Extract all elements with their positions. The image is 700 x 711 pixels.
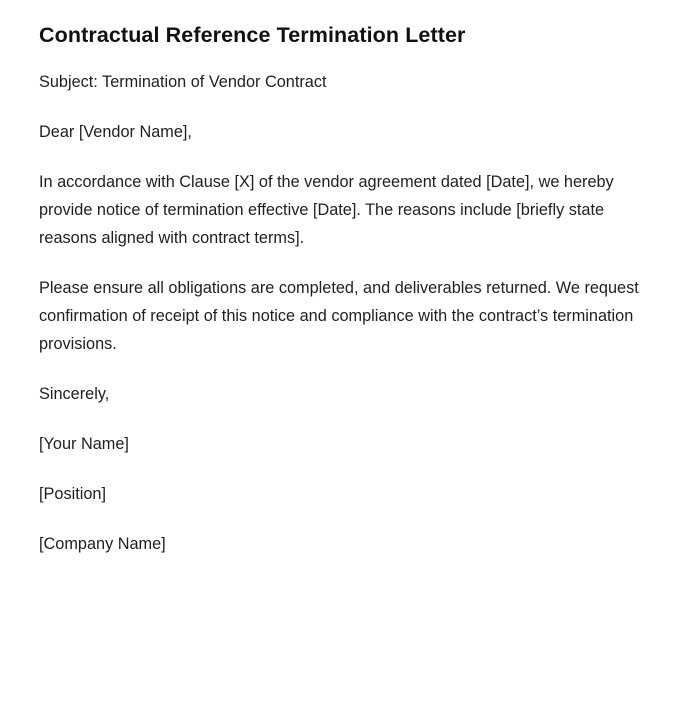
page-title: Contractual Reference Termination Letter — [39, 23, 466, 47]
closing: Sincerely, — [39, 385, 110, 404]
subject-line: Subject: Termination of Vendor Contract — [39, 72, 327, 91]
signature-name: [Your Name] — [39, 435, 129, 454]
body-paragraph-1: In accordance with Clause [X] of the vendor agreement dated [Date], we hereby provide notice of termination effective [Date]. The reasons include [briefly state reasons aligned with contract terms]. — [39, 172, 614, 247]
salutation: Dear [Vendor Name], — [39, 122, 192, 141]
signature-company: [Company Name] — [39, 535, 166, 554]
signature-position: [Position] — [39, 485, 106, 504]
body-paragraph-2: Please ensure all obligations are completed, and deliverables returned. We request confirmation of receipt of this notice and compliance with the contract’s termination provisions. — [39, 279, 639, 354]
